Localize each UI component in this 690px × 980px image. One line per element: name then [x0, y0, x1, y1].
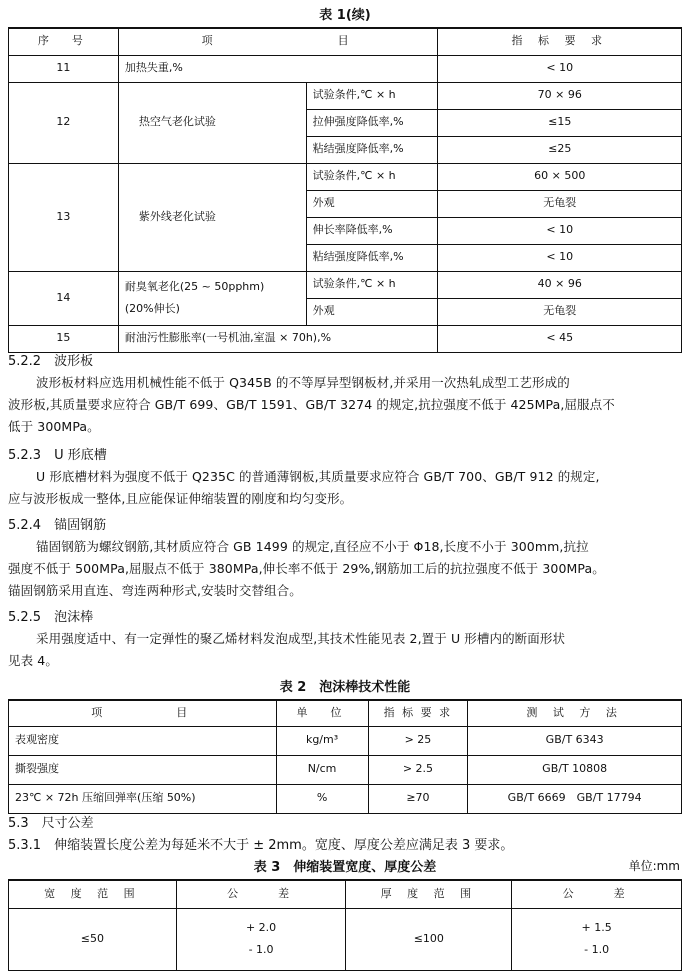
table1: [8, 27, 682, 353]
row-item: 耐油污性膨胀率(一号机油,室温 × 70h),%: [118, 325, 438, 352]
paragraph-5-2-3: [8, 466, 684, 510]
row-item-line2: (20%伸长): [124, 302, 180, 315]
row-unit: N/cm: [276, 755, 368, 784]
row-req: < 10: [438, 217, 682, 244]
para-line: 波形板,其质量要求应符合 GB/T 699、GB/T 1591、GB/T 3274 的规定,抗拉强度不低于 425MPa,屈服点不: [8, 397, 615, 412]
table2-caption: 表 2 泡沫棒技术性能: [279, 680, 411, 695]
row-item: 23℃ × 72h 压缩回弹率(压缩 50%): [9, 784, 277, 813]
para-line: 波形板材料应选用机械性能不低于 Q345B 的不等厚异型钢板材,并采用一次热轧成型工艺形成的: [36, 375, 570, 390]
section-heading: 5.2.2 波形板: [8, 354, 94, 369]
para-line: 应与波形板成一整体,且应能保证伸缩装置的刚度和均匀变形。: [8, 491, 353, 506]
section-heading: 5.3 尺寸公差: [8, 816, 94, 831]
table3-caption: 表 3 伸缩装置宽度、厚度公差: [253, 860, 437, 875]
row-req: < 10: [438, 55, 682, 82]
row-method: GB/T 10808: [468, 755, 682, 784]
table2-header-method: 测 试 方 法: [468, 700, 682, 726]
row-req: < 45: [438, 325, 682, 352]
para-line: U 形底槽材料为强度不低于 Q235C 的普通薄钢板,其质量要求应符合 GB/T 700、GB/T 912 的规定,: [36, 469, 600, 484]
table3: [8, 879, 682, 971]
row-item: 撕裂强度: [9, 755, 277, 784]
sub-item: 外观: [306, 298, 438, 325]
sub-item: 伸长率降低率,%: [306, 217, 438, 244]
tol-upper: + 1.5: [581, 921, 612, 934]
row-item: 表观密度: [9, 726, 277, 755]
row-req: 70 × 96: [438, 82, 682, 109]
clause-5-3-1: 5.3.1 伸缩装置长度公差为每延米不大于 ± 2mm。宽度、厚度公差应满足表 3 要求。: [8, 838, 514, 853]
row-req: > 25: [368, 726, 468, 755]
tol-upper: + 2.0: [245, 921, 277, 934]
sub-item: 粘结强度降低率,%: [306, 136, 438, 163]
table-row: [9, 55, 682, 82]
table-row: [9, 271, 682, 298]
row-req: 40 × 96: [438, 271, 682, 298]
row-req: ≥70: [368, 784, 468, 813]
row-thick: ≤100: [346, 908, 512, 970]
row-no: 13: [9, 163, 119, 271]
paragraph-5-2-2: [8, 372, 684, 438]
row-item-line1: 耐臭氧老化(25 ~ 50pphm): [124, 280, 265, 293]
para-line: 强度不低于 500MPa,屈服点不低于 380MPa,伸长率不低于 29%,钢筋加工后的抗拉强度不低于 300MPa。: [8, 561, 605, 576]
table1-header-no: 序 号: [9, 28, 119, 55]
table3-header-tol2: 公 差: [512, 880, 682, 908]
row-req: 无龟裂: [438, 298, 682, 325]
table-row: [9, 726, 682, 755]
tol-lower: - 1.0: [248, 943, 274, 956]
table1-header-req: 指 标 要 求: [438, 28, 682, 55]
table1-header-item: 项 目: [118, 28, 438, 55]
table-row: [9, 325, 682, 352]
table2-header-item: 项 目: [9, 700, 277, 726]
paragraph-5-2-4: [8, 536, 684, 602]
tol-lower: - 1.0: [584, 943, 610, 956]
row-tol1: [176, 908, 346, 970]
table2-header-unit: 单 位: [276, 700, 368, 726]
sub-item: 粘结强度降低率,%: [306, 244, 438, 271]
para-line: 锚固钢筋为螺纹钢筋,其材质应符合 GB 1499 的规定,直径应不小于 Φ18,长度不小于 300mm,抗拉: [36, 539, 589, 554]
row-req: < 10: [438, 244, 682, 271]
row-width: ≤50: [9, 908, 177, 970]
para-line: 低于 300MPa。: [8, 419, 100, 434]
row-method: GB/T 6669 GB/T 17794: [468, 784, 682, 813]
para-line: 采用强度适中、有一定弹性的聚乙烯材料发泡成型,其技术性能见表 2,置于 U 形槽内的断面形状: [36, 631, 566, 646]
row-no: 11: [9, 55, 119, 82]
row-method: GB/T 6343: [468, 726, 682, 755]
section-heading: 5.2.4 锚固钢筋: [8, 518, 107, 533]
table3-header-thick: 厚 度 范 围: [346, 880, 512, 908]
table-row: [9, 908, 682, 970]
row-req: 60 × 500: [438, 163, 682, 190]
table3-header-width: 宽 度 范 围: [9, 880, 177, 908]
row-item: [118, 271, 306, 325]
row-req: ≤15: [438, 109, 682, 136]
sub-item: 试验条件,℃ × h: [306, 271, 438, 298]
sub-item: 试验条件,℃ × h: [306, 163, 438, 190]
row-no: 12: [9, 82, 119, 163]
row-no: 14: [9, 271, 119, 325]
table2-header-req: 指 标 要 求: [368, 700, 468, 726]
row-req: > 2.5: [368, 755, 468, 784]
table2: [8, 699, 682, 814]
table-row: [9, 163, 682, 190]
table3-unit: 单位:mm: [628, 859, 680, 873]
row-no: 15: [9, 325, 119, 352]
row-req: ≤25: [438, 136, 682, 163]
para-line: 锚固钢筋采用直连、弯连两种形式,安装时交替组合。: [8, 583, 302, 598]
row-tol2: [512, 908, 682, 970]
section-heading: 5.2.3 U 形底槽: [8, 448, 107, 463]
paragraph-5-2-5: [8, 628, 684, 672]
table1-caption: 表 1(续): [319, 8, 371, 23]
sub-item: 外观: [306, 190, 438, 217]
row-req: 无龟裂: [438, 190, 682, 217]
para-line: 见表 4。: [8, 653, 58, 668]
sub-item: 拉伸强度降低率,%: [306, 109, 438, 136]
table3-header-tol1: 公 差: [176, 880, 346, 908]
row-unit: %: [276, 784, 368, 813]
table-row: [9, 784, 682, 813]
row-unit: kg/m³: [276, 726, 368, 755]
row-item: 加热失重,%: [118, 55, 438, 82]
section-heading: 5.2.5 泡沫棒: [8, 610, 94, 625]
table-row: [9, 755, 682, 784]
sub-item: 试验条件,℃ × h: [306, 82, 438, 109]
table-row: [9, 82, 682, 109]
row-item: 紫外线老化试验: [118, 163, 306, 271]
row-item: 热空气老化试验: [118, 82, 306, 163]
